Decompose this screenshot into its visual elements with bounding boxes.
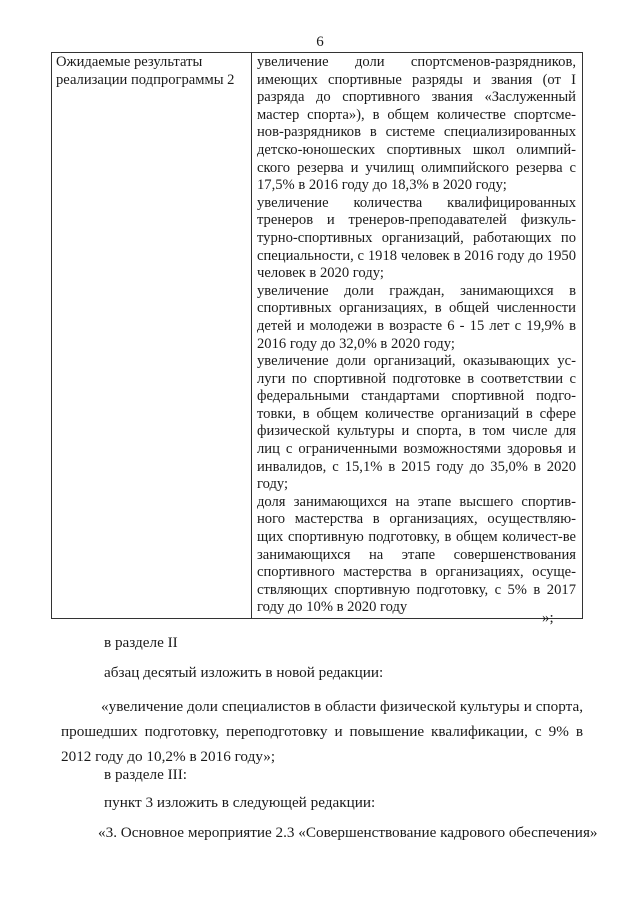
paragraph-section-3: в разделе III:: [104, 766, 188, 783]
result-item-2: увеличение количества квалифицированных тренеров и тренеров-преподавателей физкуль-турно-спортивных организаций, работающих по специальности, с 1918 человек в 2016 году до 1950 человек в 2020 году;: [257, 194, 576, 282]
closing-quote: »;: [542, 610, 554, 626]
paragraph-quote: «увеличение доли специалистов в области физической культуры и спорта, прошедших подготовку, переподготовку и повышение квалификации, с 9% в 2012 году до 10,2% в 2016 году»;: [61, 698, 583, 765]
content-cell: [252, 53, 583, 619]
page-number: 6: [316, 34, 324, 50]
paragraph-instruction-1: абзац десятый изложить в новой редакции:: [104, 664, 384, 681]
paragraph-section-2: в разделе II: [104, 634, 178, 651]
label-cell: Ожидаемые результаты реализации подпрограммы 2: [52, 53, 252, 619]
result-item-3: увеличение доли граждан, занимающихся в спортивных организациях, в общей численности детей и молодежи в возрасте 6 - 15 лет с 19,9% в 2016 году до 32,0% в 2020 году;: [257, 282, 576, 352]
result-item-1: увеличение доли спортсменов-разрядников, имеющих спортивные разряды и звания (от I разряда до спортивного звания «Заслуженный мастер спорта»), в общем количестве спортсме-нов-разрядников в системе специализированных детско-юношеских спортивных школ олимпий-ского резерва и училищ олимпийского резерва с 17,5% в 2016 году до 18,3% в 2020 году;: [257, 54, 576, 194]
paragraph-instruction-2: пункт 3 изложить в следующей редакции:: [104, 794, 376, 811]
results-table: [51, 52, 583, 619]
result-item-5: доля занимающихся на этапе высшего спортив-ного мастерства в организациях, осуществляю-щих спортивную подготовку, в общем количест-ве занимающихся на этапе совершенствования спортивного мастерства в организациях, осуще-ствляющих спортивную подготовку, с 5% в 2017 году до 10% в 2020 году: [257, 493, 576, 616]
paragraph-measure: «3. Основное мероприятие 2.3 «Совершенствование кадрового обеспечения»: [98, 824, 598, 841]
result-item-4: увеличение доли организаций, оказывающих ус-луги по спортивной подготовке в соответствии с федеральными стандартами спортивной подго-товки, в общем количестве организаций в сфере физической культуры и спорта, в том числе для лиц с ограниченными возможностями здоровья и инвалидов, с 15,1% в 2015 году до 35,0% в 2020 году;: [257, 353, 576, 493]
table-row: [52, 53, 583, 619]
